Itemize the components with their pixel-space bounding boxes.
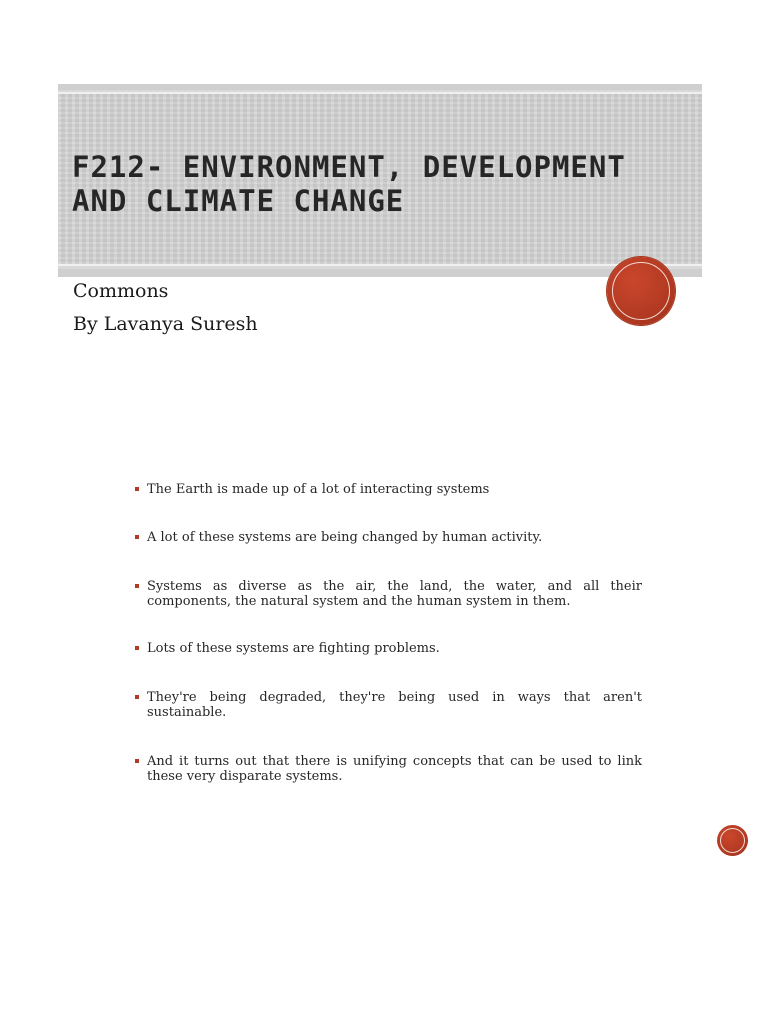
list-item [135, 482, 642, 497]
bullet-square-icon [135, 695, 139, 699]
bullet-text: The Earth is made up of a lot of interacting systems [147, 482, 490, 497]
slide-title: F212- ENVIRONMENT, DEVELOPMENT AND CLIMATE CHANGE [72, 150, 626, 218]
title-band-top-stripe [58, 84, 702, 90]
title-band-bottom-stripe [58, 269, 702, 277]
bullet-square-icon [135, 759, 139, 763]
title-band-bottom-line [58, 264, 702, 266]
bullet-text: A lot of these systems are being changed by human activity. [147, 530, 543, 545]
list-item [135, 754, 642, 784]
subtitle-author: By Lavanya Suresh [73, 313, 258, 335]
subtitle-topic: Commons [73, 280, 169, 302]
list-item [135, 641, 642, 656]
bullet-text: Systems as diverse as the air, the land, the water, and all their components, the natural system and the human system in them. [147, 579, 642, 609]
decorative-circle-large-icon [607, 257, 675, 325]
bullet-square-icon [135, 535, 139, 539]
bullet-text: And it turns out that there is unifying concepts that can be used to link these very disparate systems. [147, 754, 642, 784]
bullet-text: Lots of these systems are fighting problems. [147, 641, 440, 656]
list-item [135, 579, 642, 609]
bullet-square-icon [135, 584, 139, 588]
list-item [135, 530, 642, 545]
bullet-text: They're being degraded, they're being used in ways that aren't sustainable. [147, 690, 642, 720]
decorative-circle-small-ring [720, 828, 745, 853]
bullet-square-icon [135, 487, 139, 491]
bullet-square-icon [135, 646, 139, 650]
decorative-circle-large-ring [612, 262, 670, 320]
list-item [135, 690, 642, 720]
decorative-circle-small-icon [717, 825, 748, 856]
